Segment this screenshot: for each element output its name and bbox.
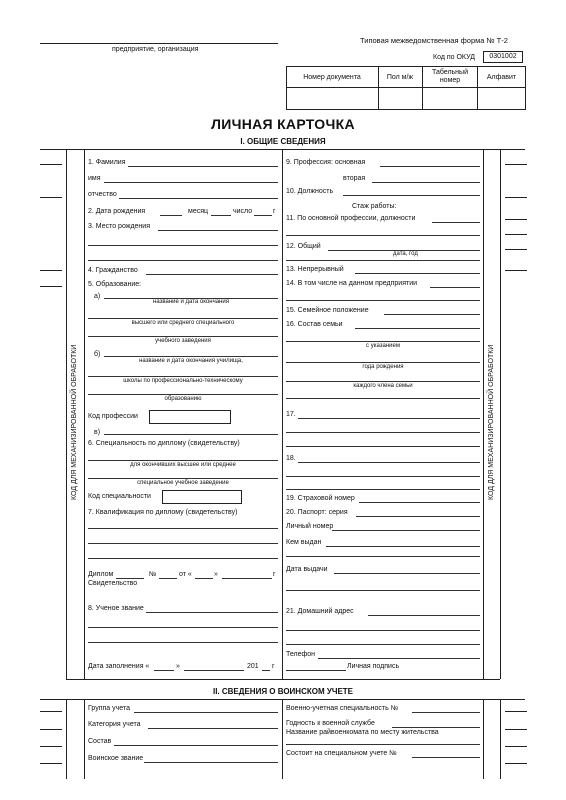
exp-here-label: 14. В том числе на данном предприятии [286, 280, 418, 287]
item-17-field[interactable] [298, 418, 480, 419]
patronymic-field[interactable] [119, 198, 278, 199]
mil-office-label: Название райвоенкомата по месту жительства [286, 729, 439, 736]
insurance-label: 19. Страховой номер [286, 495, 355, 502]
name-field[interactable] [104, 182, 278, 183]
family-field-2[interactable] [286, 341, 480, 342]
exp-here-field-2[interactable] [286, 300, 480, 301]
edu-b-field[interactable] [104, 356, 278, 357]
birth-place-label: 3. Место рождения [88, 223, 150, 230]
okud-code: 0301002 [483, 51, 523, 63]
mil-rank-label: Воинское звание [88, 755, 144, 762]
exp-continuous-label: 13. Непрерывный [286, 266, 344, 273]
family-field-5[interactable] [286, 398, 480, 399]
citizenship-label: 4. Гражданство [88, 267, 138, 274]
q-close: » [214, 571, 218, 578]
specialty-field-2[interactable] [88, 478, 278, 479]
edu-b-caption-3: образованию [164, 396, 202, 402]
profession-second-label: вторая [343, 175, 366, 182]
family-caption-3: каждого члена семьи [353, 383, 413, 389]
diploma-day-field[interactable] [195, 578, 213, 579]
item-18-field[interactable] [298, 462, 480, 463]
edu-a-field-3[interactable] [88, 336, 278, 337]
specialty-label: 6. Специальность по диплому (свидетельству) [88, 440, 240, 447]
signature-label: Личная подпись [347, 663, 400, 670]
item-17-field-2[interactable] [286, 432, 480, 433]
family-caption-1: с указанием [366, 343, 400, 349]
mil-category-label: Категория учета [88, 721, 141, 728]
mil-composition-field[interactable] [114, 745, 278, 746]
diploma-date-field[interactable] [222, 578, 272, 579]
mil-special-field[interactable] [412, 757, 480, 758]
surname-label: 1. Фамилия [88, 159, 126, 166]
enterprise-caption: предприятие, организация [112, 46, 199, 53]
fill-date-label: Дата заполнения « [88, 663, 150, 670]
mil-specialty-label: Военно-учетная специальность № [286, 705, 399, 712]
item-18-field-2[interactable] [286, 476, 480, 477]
passport-series-field[interactable] [356, 516, 480, 517]
okud-label: Код по ОКУД [433, 54, 475, 61]
fill-year: 201 [247, 663, 259, 670]
birth-place-field-2[interactable] [88, 245, 278, 246]
col-alphabet: Алфавит [486, 74, 517, 81]
degree-label: 8. Ученое звание [88, 605, 144, 612]
phone-label: Телефон [286, 651, 316, 658]
passport-label: 20. Паспорт: серия [286, 509, 348, 516]
issue-date-label: Дата выдачи [286, 566, 328, 573]
section-2-title: II. СВЕДЕНИЯ О ВОИНСКОМ УЧЕТЕ [212, 687, 353, 696]
issued-by-label: Кем выдан [286, 539, 322, 546]
mil-group-label: Группа учета [88, 705, 130, 712]
diploma-number-field[interactable] [159, 578, 177, 579]
edu-a-caption-3: учебного заведения [155, 338, 211, 344]
position-field[interactable] [343, 195, 480, 196]
edu-b-caption-2: школы по профессионально-техническому [123, 378, 243, 384]
specialty-field[interactable] [88, 460, 278, 461]
side-label-right: КОД ДЛЯ МЕХАНИЗИРОВАННОЙ ОБРАБОТКИ [488, 344, 495, 500]
mil-group-field[interactable] [134, 712, 278, 713]
edu-v-field[interactable] [104, 434, 278, 435]
edu-b-caption-1: название и дата окончания училища, [139, 358, 243, 364]
citizenship-field[interactable] [146, 274, 278, 275]
personal-no-label: Личный номер [286, 523, 334, 530]
from-label: от « [179, 571, 192, 578]
item-17-field-3[interactable] [286, 446, 480, 447]
patronymic-label: отчество [88, 191, 117, 198]
mil-category-field[interactable] [148, 728, 278, 729]
issue-date-field-2[interactable] [286, 590, 480, 591]
mil-composition-label: Состав [88, 738, 112, 745]
issued-by-field-2[interactable] [286, 556, 480, 557]
section-1-title: I. ОБЩИЕ СВЕДЕНИЯ [240, 137, 326, 146]
qualification-field[interactable] [88, 528, 278, 529]
qualification-label: 7. Квалификация по диплому (свидетельству) [88, 509, 238, 516]
personal-no-field[interactable] [332, 530, 480, 531]
specialty-code-box[interactable] [162, 490, 242, 504]
position-label: 10. Должность [286, 188, 334, 195]
col-sex: Пол м/ж [386, 74, 414, 81]
birth-place-field-3[interactable] [88, 260, 278, 261]
side-label-left: КОД ДЛЯ МЕХАНИЗИРОВАННОЙ ОБРАБОТКИ [71, 344, 78, 500]
surname-field[interactable] [128, 166, 278, 167]
family-field-3[interactable] [286, 362, 480, 363]
signature-field[interactable] [286, 670, 346, 671]
birth-year-field[interactable] [254, 215, 272, 216]
profession-main-field[interactable] [380, 166, 480, 167]
exp-continuous-field[interactable] [355, 273, 480, 274]
mil-special-label: Состоит на специальном учете № [286, 750, 397, 757]
birth-day-field[interactable] [160, 215, 182, 216]
marital-label: 15. Семейное положение [286, 307, 369, 314]
family-label: 16. Состав семьи [286, 321, 343, 328]
birth-date-label: 2. Дата рождения [88, 208, 146, 215]
profession-second-field[interactable] [372, 182, 480, 183]
day-label: число [233, 208, 253, 215]
col-doc-number: Номер документа [303, 74, 361, 81]
profession-code-box[interactable] [149, 410, 231, 424]
fill-day-field[interactable] [154, 670, 174, 671]
degree-field[interactable] [146, 612, 278, 613]
mil-specialty-field[interactable] [412, 712, 480, 713]
degree-field-2[interactable] [88, 627, 278, 628]
fill-month-field[interactable] [184, 670, 244, 671]
certificate-label: Свидетельство [88, 580, 138, 587]
issue-date-field[interactable] [334, 573, 480, 574]
page-title: ЛИЧНАЯ КАРТОЧКА [211, 116, 355, 132]
profession-main-label: 9. Профессия: основная [286, 159, 366, 166]
issued-by-field[interactable] [326, 546, 480, 547]
year-suffix: г [273, 208, 276, 215]
family-caption-2: года рождения [362, 364, 404, 370]
qualification-field-3[interactable] [88, 558, 278, 559]
exp-total-label: 12. Общий [286, 243, 321, 250]
address-label: 21. Домашний адрес [286, 608, 354, 615]
spec-caption-2: специальное учебное заведение [137, 480, 229, 486]
mil-fitness-label: Годность к военной службе [286, 720, 375, 727]
name-label: имя [88, 175, 101, 182]
qualification-field-2[interactable] [88, 543, 278, 544]
fill-g: г [272, 663, 275, 670]
degree-field-3[interactable] [88, 642, 278, 643]
date-year-caption: дата, год [393, 251, 418, 257]
edu-a-caption-1: название и дата окончания [153, 299, 229, 305]
birth-month-field[interactable] [211, 215, 231, 216]
experience-label: Стаж работы: [352, 203, 397, 210]
address-field-3[interactable] [286, 644, 480, 645]
col-tab-number: Табельный номер [432, 69, 468, 84]
edu-b-field-2[interactable] [88, 376, 278, 377]
insurance-field[interactable] [359, 502, 480, 503]
diploma-g: г [273, 571, 276, 578]
item-18-field-3[interactable] [286, 489, 480, 490]
exp-main-label: 11. По основной профессии, должности [286, 215, 416, 222]
diploma-label: Диплом [88, 571, 114, 578]
address-field-2[interactable] [286, 630, 480, 631]
spec-caption-1: для окончивших высшее или среднее [130, 462, 236, 468]
fill-year-field[interactable] [262, 670, 270, 671]
birth-place-field[interactable] [158, 230, 278, 231]
exp-main-field[interactable] [432, 222, 480, 223]
exp-main-field-2[interactable] [286, 235, 480, 236]
fill-q-close: » [176, 663, 180, 670]
edu-b-label: б) [94, 351, 101, 358]
education-label: 5. Образование: [88, 281, 142, 288]
month-label: месяц [188, 208, 209, 215]
exp-here-field[interactable] [430, 287, 480, 288]
profession-code-label: Код профессии [88, 413, 138, 420]
form-type: Типовая межведомственная форма № Т-2 [360, 36, 508, 45]
num-label: № [149, 571, 157, 578]
family-field[interactable] [355, 328, 480, 329]
edu-a-label: а) [94, 293, 101, 300]
specialty-code-label: Код специальности [88, 493, 151, 500]
edu-a-caption-2: высшего или среднего специального [131, 320, 235, 326]
phone-field[interactable] [318, 658, 480, 659]
edu-v-label: в) [94, 429, 101, 436]
edu-a-field-2[interactable] [88, 318, 278, 319]
item-17-label: 17. [286, 411, 296, 418]
exp-total-field-2[interactable] [286, 260, 480, 261]
family-field-4[interactable] [286, 381, 480, 382]
mil-office-field[interactable] [286, 744, 480, 745]
address-field[interactable] [368, 615, 480, 616]
mil-rank-field[interactable] [144, 762, 278, 763]
marital-field[interactable] [384, 314, 480, 315]
item-18-label: 18. [286, 455, 296, 462]
edu-b-field-3[interactable] [88, 394, 278, 395]
